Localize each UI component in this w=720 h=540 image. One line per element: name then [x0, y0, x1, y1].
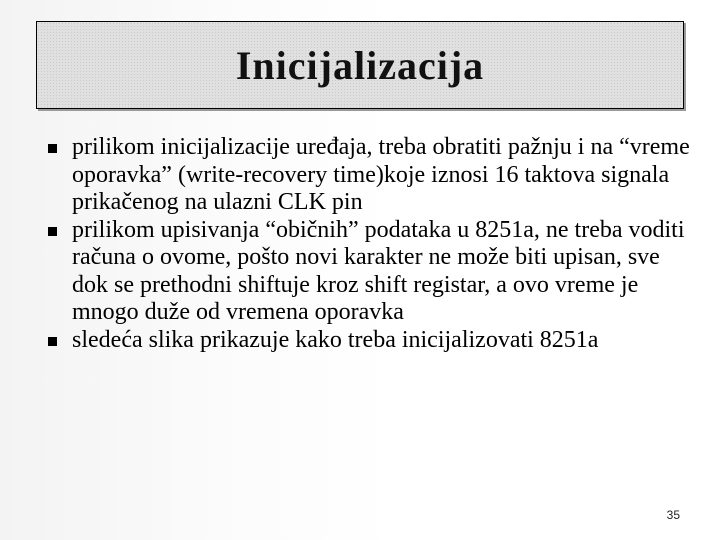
bullet-item [40, 134, 690, 217]
slide-title: Inicijalizacija [235, 42, 485, 88]
title-box [36, 21, 684, 109]
square-bullet-icon [48, 337, 57, 346]
bullet-list [40, 134, 690, 354]
page-number: 35 [666, 508, 680, 522]
square-bullet-icon [48, 144, 57, 153]
bullet-item [40, 217, 690, 327]
bullet-text: prilikom upisivanja “običnih” podataka u 8251a, ne treba voditi računa o ovome, pošto novi karakter ne može biti upisan, sve dok se prethodni shiftuje kroz shift registar, a ovo vreme je mnogo duže od vremena oporavka [72, 216, 685, 325]
bullet-text: sledeća slika prikazuje kako treba inicijalizovati 8251a [72, 326, 599, 353]
bullet-item [40, 327, 690, 355]
square-bullet-icon [48, 227, 57, 236]
bullet-text: prilikom inicijalizacije uređaja, treba obratiti pažnju i na “vreme oporavka” (write-recovery time)koje iznosi 16 taktova signala prikačenog na ulazni CLK pin [72, 134, 690, 215]
